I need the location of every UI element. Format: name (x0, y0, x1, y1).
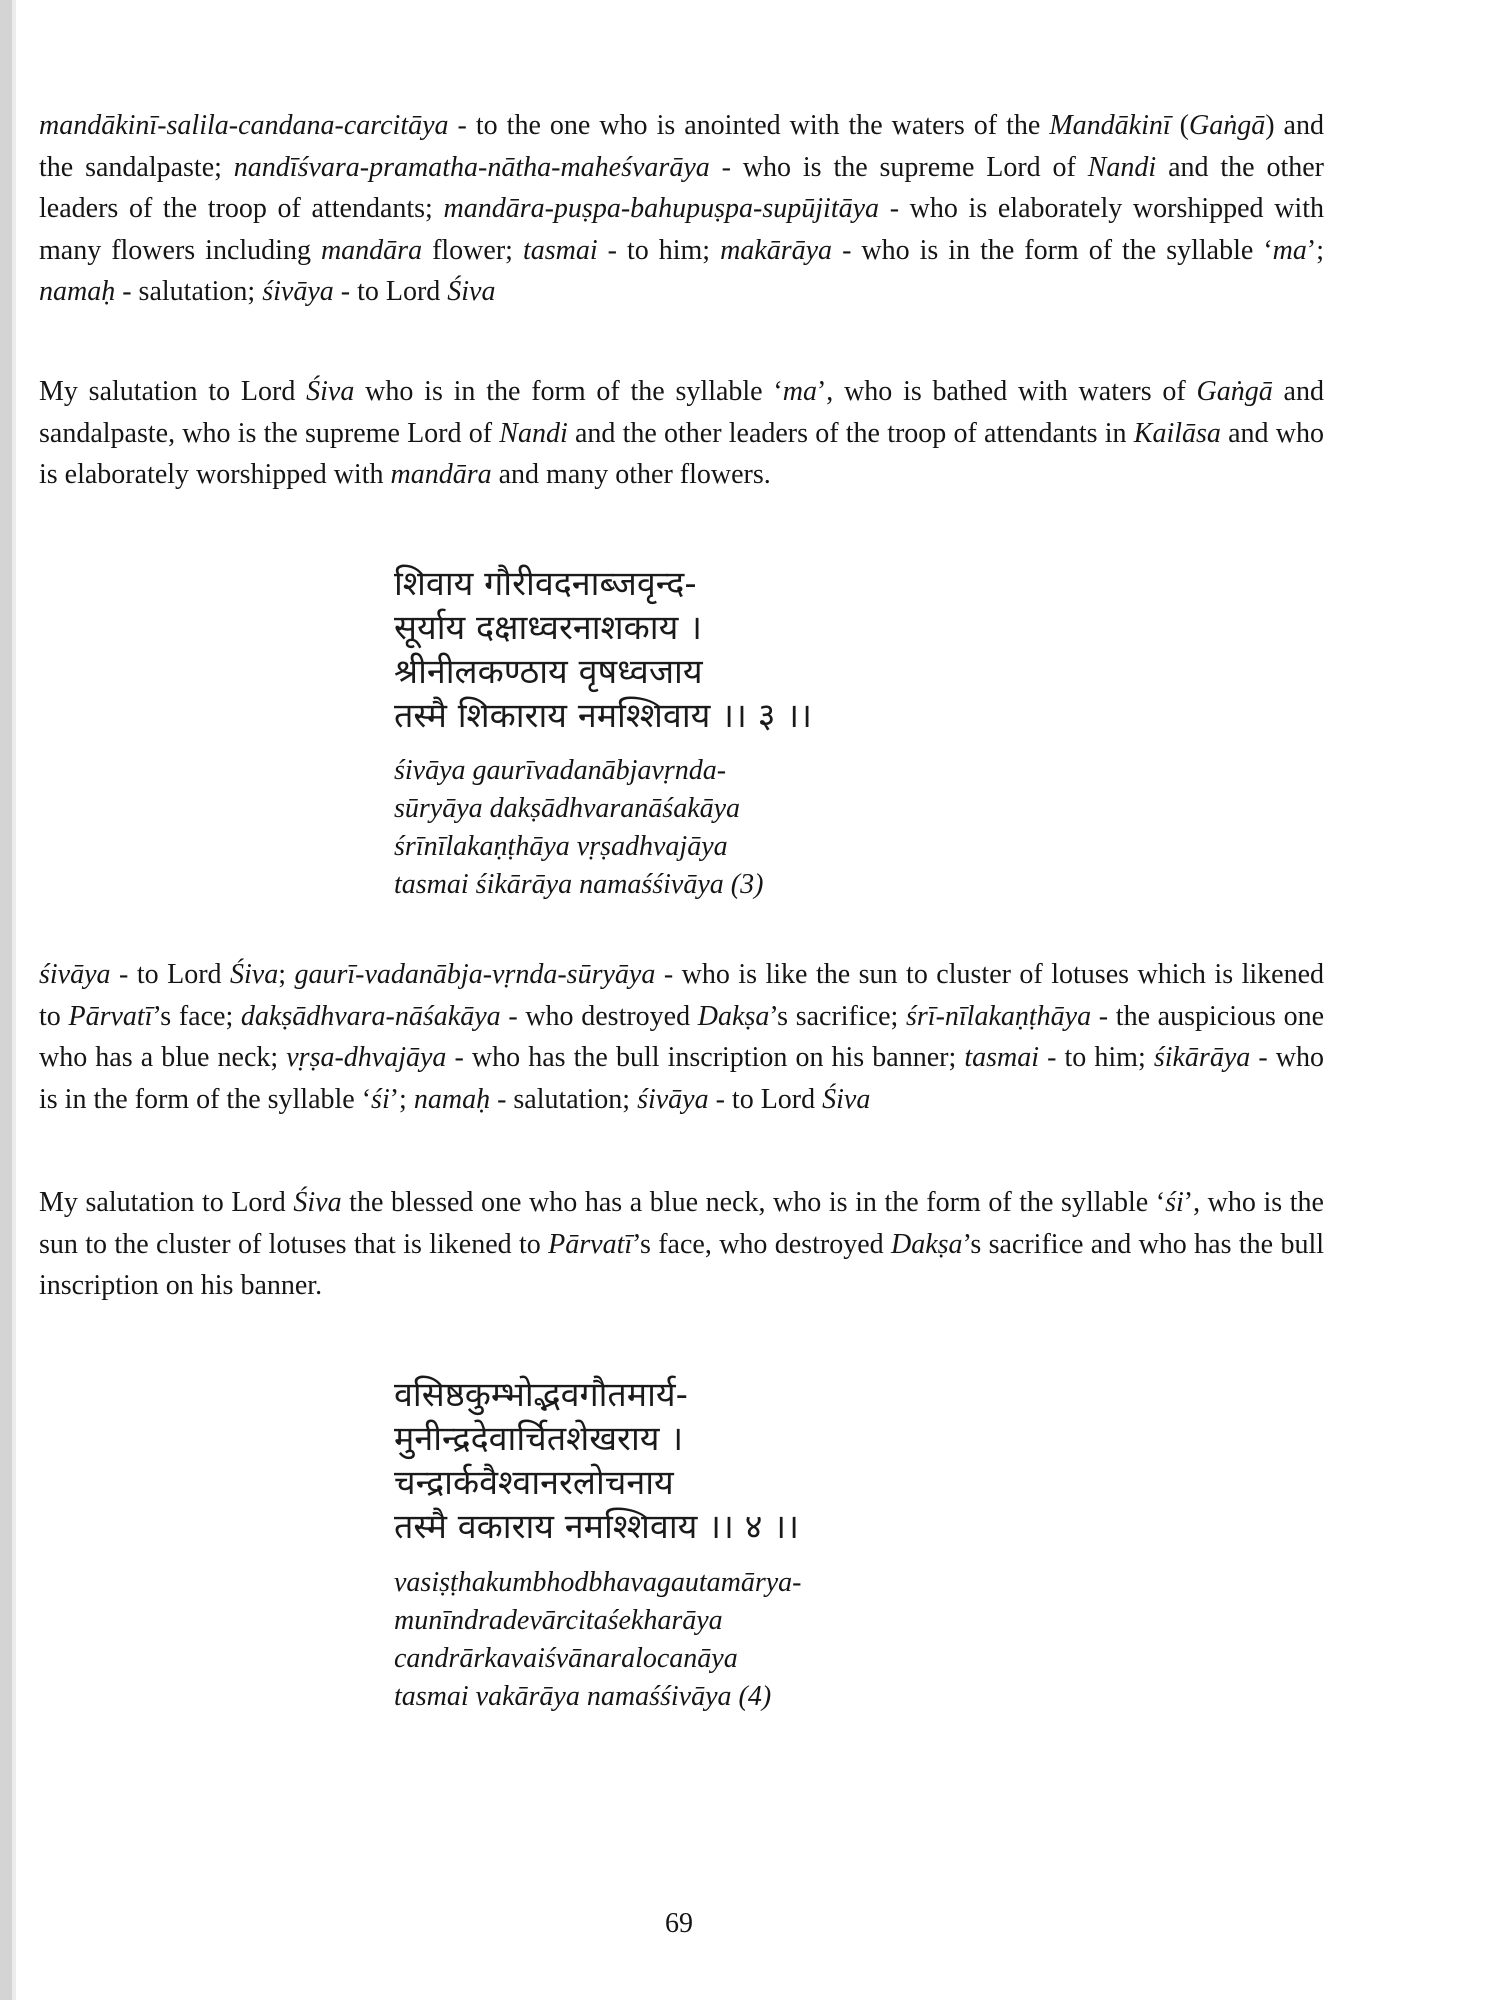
scan-page-edge (0, 0, 12, 2000)
page-number: 69 (665, 1908, 693, 1939)
gloss-term: mandākinī-salila-candana-carcitāya (39, 110, 449, 141)
gloss-meaning: - who destroyed (500, 1000, 698, 1032)
gloss-meaning: ) and the sandalpaste; (39, 110, 1324, 183)
verse-line: वसिष्ठकुम्भोद्भवगौतमार्य- (394, 1375, 688, 1415)
gloss-meaning: ’s face; (152, 1000, 241, 1032)
transliteration-line: candrārkavaiśvānaralocanāya (394, 1643, 738, 1674)
gloss-term: Śiva (230, 959, 279, 990)
verse-4-transliteration (394, 1564, 802, 1716)
gloss-term: śivāya (637, 1083, 709, 1115)
gloss-meaning: - to the one who is anointed with the waters of the (448, 110, 1050, 141)
gloss-term: namaḥ (39, 276, 116, 307)
gloss-meaning: - the auspicious one who has a blue neck; (39, 1000, 1325, 1073)
verse-line: शिवाय गौरीवदनाब्जवृन्द- (394, 564, 697, 604)
transliteration-line: munīndradevārcitaśekharāya (394, 1605, 723, 1636)
gloss-meaning: - who has the bull inscription on his banner; (446, 1042, 965, 1073)
italic-term: Kailāsa (1133, 417, 1221, 449)
verse-line: तस्मै शिकाराय नमश्शिवाय ।। ३ ।। (394, 696, 813, 736)
gloss-meaning: - who is elaborately worshipped with many flowers including (39, 193, 1324, 266)
gloss-term: Dakṣa (697, 1000, 770, 1032)
italic-term: Gaṅgā (1196, 376, 1273, 407)
translation-text: ’, who is the sun to the cluster of lotuses that is likened to (39, 1187, 1324, 1260)
gloss-meaning: - to Lord (110, 959, 231, 990)
gloss-term: śivāya (39, 959, 111, 990)
gloss-term: śrī-nīlakaṇṭhāya (906, 1000, 1092, 1032)
translation-text: ’s face, who destroyed (632, 1228, 892, 1260)
gloss-term: śi (371, 1083, 390, 1115)
gloss-term: namaḥ (413, 1083, 491, 1115)
gloss-meaning: - to Lord (333, 276, 448, 307)
translation-text: My salutation to Lord (39, 1187, 294, 1218)
verse-line: चन्द्रार्कवैश्वानरलोचनाय (394, 1463, 674, 1503)
italic-term: mandāra (390, 459, 492, 490)
gloss-meaning: ’; (389, 1083, 414, 1115)
gloss-meaning: - who is the supreme Lord of (709, 151, 1088, 183)
gloss-term: mandāra (320, 234, 423, 266)
translation-text: the blessed one who has a blue neck, who is in the form of the syllable ‘ (341, 1187, 1166, 1218)
gloss-meaning: - salutation; (490, 1083, 638, 1115)
gloss-term: vṛṣa-dhvajāya (286, 1042, 447, 1073)
gloss-meaning: ; (278, 959, 295, 990)
gloss-meaning: - who is in the form of the syllable ‘ (832, 234, 1273, 266)
scan-page-edge-shadow (12, 0, 16, 2000)
transliteration-line: tasmai vakārāya namaśśivāya (4) (394, 1681, 772, 1712)
verse-4-devanagari (394, 1373, 799, 1549)
gloss-term: Mandākinī (1049, 110, 1171, 141)
translation-text: ’, who is bathed with waters of (816, 376, 1197, 407)
gloss-meaning: flower; (422, 234, 523, 266)
gloss-term: śikārāya (1153, 1042, 1251, 1073)
transliteration-line: vasiṣṭhakumbhodbhavagautamārya- (394, 1567, 802, 1598)
translation-verse-2 (39, 371, 1324, 496)
gloss-term: tasmai (522, 234, 598, 266)
italic-term: Nandi (499, 417, 568, 449)
gloss-meaning: - salutation; (115, 276, 263, 307)
gloss-meaning: ( (1170, 110, 1189, 141)
gloss-term: Śiva (822, 1083, 871, 1115)
translation-text: and who is elaborately worshipped with (39, 417, 1324, 490)
word-gloss-verse-2 (39, 105, 1324, 313)
transliteration-line: tasmai śikārāya namaśśivāya (3) (394, 869, 764, 900)
gloss-term: gaurī-vadanābja-vṛnda-sūryāya (294, 959, 656, 990)
gloss-meaning: - to him; (1039, 1042, 1154, 1073)
translation-verse-3 (39, 1182, 1324, 1307)
verse-3-devanagari (394, 562, 812, 738)
gloss-term: śivāya (262, 276, 334, 307)
italic-term: Dakṣa (891, 1228, 963, 1260)
gloss-meaning: and the other leaders of the troop of attendants; (39, 151, 1324, 224)
italic-term: ma (782, 376, 817, 407)
transliteration-line: śrīnīlakaṇṭhāya vṛṣadhvajāya (394, 831, 728, 862)
gloss-meaning: - to him; (597, 234, 721, 266)
italic-term: Pārvatī (548, 1228, 633, 1260)
verse-line: श्रीनीलकण्ठाय वृषध्वजाय (394, 652, 703, 692)
gloss-term: Pārvatī (68, 1000, 153, 1032)
gloss-meaning: - to Lord (708, 1083, 823, 1115)
gloss-term: nandīśvara-pramatha-nātha-maheśvarāya (233, 151, 710, 183)
gloss-term: dakṣādhvara-nāśakāya (240, 1000, 501, 1032)
translation-text: My salutation to Lord (39, 376, 307, 407)
word-gloss-verse-3 (39, 954, 1324, 1120)
italic-term: Śiva (293, 1187, 342, 1218)
gloss-meaning: - who is like the sun to cluster of lotuses which is likened to (39, 959, 1324, 1032)
verse-line: मुनीन्द्रदेवार्चितशेखराय । (394, 1419, 684, 1459)
translation-text: and the other leaders of the troop of attendants in (567, 417, 1134, 449)
gloss-term: mandāra-puṣpa-bahupuṣpa-supūjitāya (443, 193, 880, 224)
translation-text: and many other flowers. (491, 459, 771, 490)
italic-term: śi (1165, 1187, 1184, 1218)
gloss-term: Gaṅgā (1188, 110, 1266, 141)
translation-text: who is in the form of the syllable ‘ (354, 376, 783, 407)
gloss-term: makārāya (720, 234, 833, 266)
gloss-term: tasmai (964, 1042, 1040, 1073)
transliteration-line: sūryāya dakṣādhvaranāśakāya (394, 793, 741, 824)
italic-term: Śiva (306, 376, 355, 407)
gloss-term: ma (1272, 234, 1307, 266)
verse-line: सूर्याय दक्षाध्वरनाशकाय । (394, 608, 702, 648)
gloss-meaning: ’s sacrifice; (769, 1000, 906, 1032)
gloss-term: Śiva (447, 276, 496, 307)
gloss-meaning: - who is in the form of the syllable ‘ (39, 1042, 1324, 1115)
translation-text: ’s sacrifice and who has the bull inscription on his banner. (39, 1228, 1325, 1301)
verse-3-transliteration (394, 752, 763, 904)
translation-text: and sandalpaste, who is the supreme Lord of (39, 376, 1324, 449)
transliteration-line: śivāya gaurīvadanābjavṛnda- (394, 755, 727, 786)
verse-line: तस्मै वकाराय नमश्शिवाय ।। ४ ।। (394, 1507, 799, 1547)
gloss-term: Nandi (1087, 151, 1157, 183)
gloss-meaning: ’; (1306, 234, 1324, 266)
